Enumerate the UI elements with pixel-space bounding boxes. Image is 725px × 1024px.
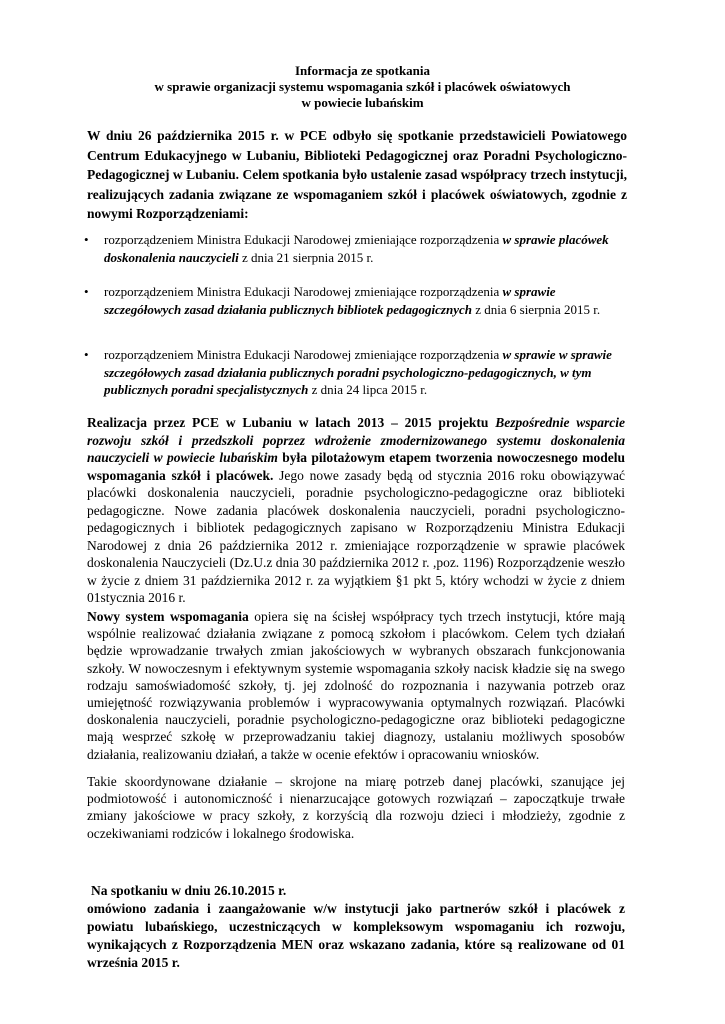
coordinated-action-paragraph: Takie skoordynowane działanie – skrojone na miarę potrzeb danej placówki, szanujące jej podmiotowość i autonomiczność i nienarzucające gotowych rozwiązań – zapoczątkuje trwałe zmiany jakościowe w pracy szkoły, z korzyścią dla rozwoju dzieci i młodzieży, zgodnie z oczekiwaniami rodziców i lokalnego środowiska. — [87, 774, 625, 841]
bullet-title: w sprawie w sprawie szczegółowych zasad działania publicznych poradni psychologiczno-pedagogicznych, w tym publicznych poradni specjalistycznych — [104, 347, 612, 397]
bullet-date: z dnia 21 sierpnia 2015 r. — [238, 249, 374, 265]
regulation-bullet-1 — [84, 231, 624, 266]
regulation-bullet-2 — [84, 283, 624, 318]
project-title: Bezpośrednie wsparcie rozwoju szkół i przedszkoli poprzez wdrożenie zmodernizowanego systemu doskonalenia nauczycieli w powiecie lubańskim — [87, 415, 625, 465]
new-system-lead: Nowy system wspomagania — [87, 609, 249, 624]
bullet-date: z dnia 6 sierpnia 2015 r. — [471, 301, 601, 317]
document-title — [0, 63, 725, 111]
project-pilot-note: była pilotażowym etapem tworzenia nowoczesnego modelu wspomagania szkół i placówek. — [87, 450, 625, 483]
bullet-symbol: • — [84, 347, 89, 362]
bullet-date: z dnia 24 lipca 2015 r. — [308, 382, 428, 397]
bullet-text: rozporządzeniem Ministra Edukacji Narodowej zmieniające rozporządzenia — [104, 232, 503, 247]
bullet-symbol: • — [84, 284, 89, 299]
regulation-bullet-3 — [84, 346, 624, 399]
new-system-paragraph — [87, 608, 625, 763]
bullet-text: rozporządzeniem Ministra Edukacji Narodowej zmieniające rozporządzenia — [104, 347, 503, 362]
project-body: Jego nowe zasady będą od stycznia 2016 roku obowiązywać placówki doskonalenia nauczycieli, poradnie psychologiczno-pedagogiczne oraz biblioteki pedagogiczne. Nowe zadania placówek doskonalenia nauczycieli, poradni psychologiczno-pedagogicznych i bibliotek pedagogicznych zapisano w Rozporządzeniu Ministra Edukacji Narodowej z dnia 26 października 2012 r. zmieniające rozporządzenie w sprawie placówek doskonalenia Nauczycieli (Dz.U.z dnia 30 października 2012 r. ,poz. 1196) Rozporządzenie weszło w życie z dniem 31 października 2012 r. za wyjątkiem §1 pkt 5, który wchodzi w życie z dniem 01stycznia 2016 r. — [87, 467, 625, 605]
project-lead: Realizacja przez PCE w Lubaniu w latach 2013 – 2015 projektu — [87, 415, 496, 430]
new-system-body: opiera się na ścisłej współpracy tych trzech instytucji, które mają wspólnie realizować działania związane z pomocą szkołom i placówkom. Celem tych działań będzie wprowadzanie trwałych zmian jakościowych w wybranych obszarach funkcjonowania szkoły. W nowoczesnym i efektywnym systemie wspomagania szkoły nacisk kładzie się na swego rodzaju samoświadomość szkoły, tj. jej zdolność do rozpoznania i nazywania potrzeb oraz umiejętność rozwiązywania problemów i wypracowywania optymalnych rozwiązań. Placówki doskonalenia nauczycieli, poradnie psychologiczno-pedagogiczne oraz biblioteki pedagogiczne mają wesprzeć szkołę w przeprowadzaniu takiej diagnozy, ustalaniu możliwych sposobów działania, realizowaniu działań, a także w ocenie efektów i opracowaniu wniosków. — [87, 609, 625, 762]
meeting-body: omówiono zadania i zaangażowanie w/w instytucji jako partnerów szkół i placówek z powiatu lubańskiego, uczestniczących w kompleksowym wspomaganiu ich rozwoju, wynikających z Rozporządzenia MEN oraz wskazano zadania, które są realizowane od 01 września 2015 r. — [87, 901, 625, 970]
bullet-symbol: • — [84, 232, 89, 247]
title-line-3: w powiecie lubańskim — [301, 95, 424, 110]
project-paragraph — [87, 414, 625, 607]
meeting-summary-paragraph — [87, 882, 625, 972]
bullet-title: w sprawie placówek doskonalenia nauczycieli — [104, 232, 609, 265]
meeting-lead: Na spotkaniu w dniu 26.10.2015 r. — [91, 883, 287, 898]
title-line-1: Informacja ze spotkania — [294, 63, 431, 78]
title-line-2: w sprawie organizacji systemu wspomagania szkół i placówek oświatowych — [154, 79, 571, 94]
bullet-text: rozporządzeniem Ministra Edukacji Narodowej zmieniające rozporządzenia — [104, 284, 503, 299]
intro-paragraph: W dniu 26 października 2015 r. w PCE odbyło się spotkanie przedstawicieli Powiatowego Centrum Edukacyjnego w Lubaniu, Biblioteki Pedagogicznej oraz Poradni Psychologiczno-Pedagogicznej w Lubaniu. Celem spotkania było ustalenie zasad współpracy trzech instytucji, realizujących zadania związane ze wspomaganiem szkół i placówek oświatowych, zgodnie z nowymi Rozporządzeniami: — [87, 128, 627, 221]
bullet-title: w sprawie szczegółowych zasad działania publicznych bibliotek pedagogicznych — [104, 284, 556, 317]
